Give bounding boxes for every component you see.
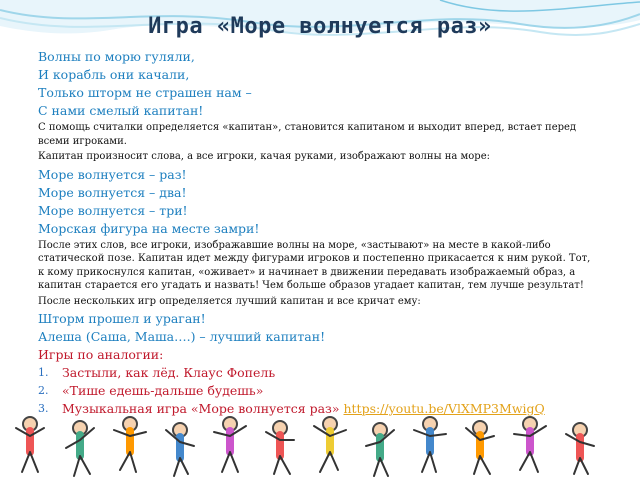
rule-paragraph: Капитан произносит слова, а все игроки, качая руками, изображают волны на море: — [38, 151, 490, 162]
list-number: 2. — [38, 384, 49, 397]
finale-line: Алеша (Саша, Маша….) – лучший капитан! — [38, 329, 326, 344]
finale-line: Шторм прошел и ураган! — [38, 311, 206, 326]
list-item-text: «Тише едешь-дальше будешь» — [62, 383, 264, 398]
chant-line: Море волнуется – раз! — [38, 166, 187, 182]
list-item — [38, 364, 598, 382]
list-item-text: Музыкальная игра «Море волнуется раз» — [62, 401, 344, 416]
analogies-heading: Игры по аналогии: — [38, 347, 164, 362]
document-body — [38, 48, 598, 418]
poem-line: С нами смелый капитан! — [38, 103, 204, 118]
list-number: 3. — [38, 402, 49, 415]
list-item-text: Застыли, как лёд. Клаус Фопель — [62, 365, 276, 380]
chant-line: Море волнуется – три! — [38, 202, 188, 218]
rule-paragraph: С помощь считалки определяется «капитан», становится капитаном и выходит вперед, встает перед всеми игроками. — [38, 122, 577, 147]
rule-paragraph: После этих слов, все игроки, изображавшие волны на море, «застывают» на месте в какой-либо статической позе. Капитан идет между фигурами игроков и постепенно прикасается к ним рукой. Тот, к кому прикоснулся капитан, «оживает» и начинает в движении передавать изображаемый образ, а капитан старается его угадать и назвать! Чем больше образов угадает капитан, тем лучше результат! — [38, 239, 591, 291]
chant-line: Морская фигура на месте замри! — [38, 220, 260, 236]
list-number: 1. — [38, 366, 49, 379]
chant-line: Море волнуется – два! — [38, 184, 187, 200]
page-title: Игра «Море волнуется раз» — [148, 14, 492, 39]
dancing-children-illustration — [0, 410, 640, 480]
child-figure — [16, 417, 594, 476]
list-item — [38, 382, 598, 400]
youtube-link[interactable]: https://youtu.be/VlXMP3MwigQ — [343, 401, 545, 416]
poem-line: Только шторм не страшен нам – — [38, 85, 252, 100]
poem-line: И корабль они качали, — [38, 67, 190, 82]
poem-line: Волны по морю гуляли, — [38, 49, 195, 64]
rule-paragraph: После нескольких игр определяется лучший капитан и все кричат ему: — [38, 295, 421, 307]
